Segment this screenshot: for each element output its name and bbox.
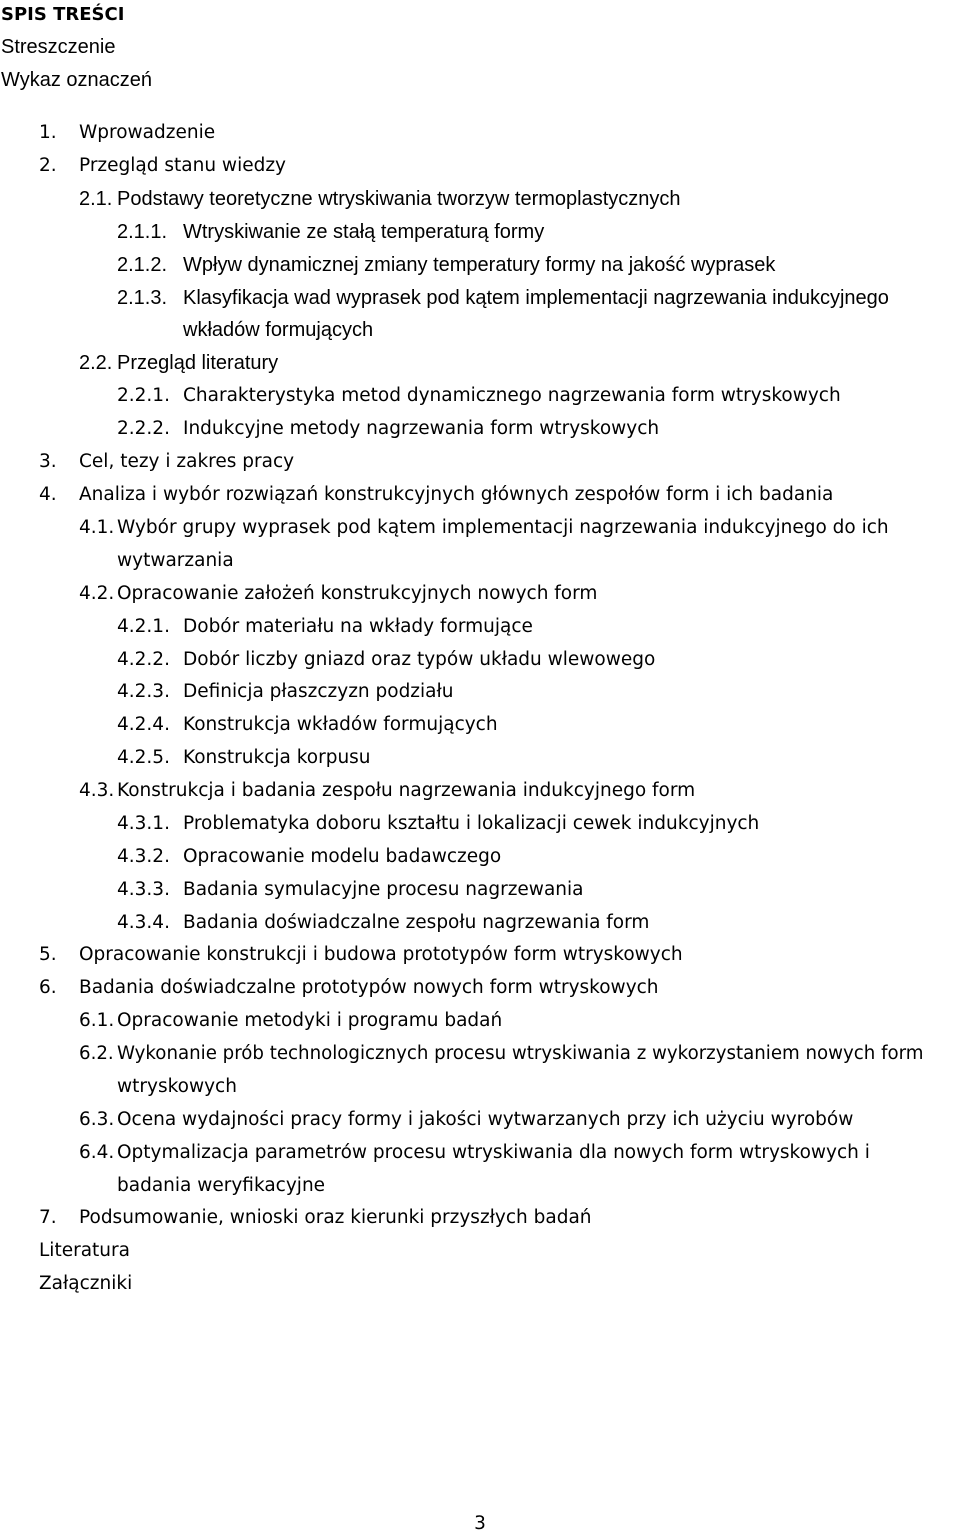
toc-entry-text: wtryskowych [117,1076,237,1097]
toc-entry-number: 3. [39,451,57,472]
toc-entry [0,349,960,377]
toc-entry-text: Dobór materiału na wkłady formujące [183,616,533,637]
toc-entry [0,678,960,706]
toc-entry [0,284,960,312]
toc-entry [0,810,960,838]
toc-entry-text: Problematyka doboru kształtu i lokalizacji cewek indukcyjnych [183,813,760,834]
toc-entry-text: Definicja płaszczyzn podziału [183,681,454,702]
toc-entry-number: 4.2.2. [117,649,170,670]
toc-entry-number: 4.2.4. [117,714,170,735]
toc-entry-number: 4. [39,484,57,505]
toc-entry [0,152,960,180]
toc-entry-text: Konstrukcja korpusu [183,747,371,768]
toc-entry-text: Przegląd stanu wiedzy [79,155,286,176]
toc-entry [0,382,960,410]
toc-entry-text: Opracowanie konstrukcji i budowa prototypów form wtryskowych [79,944,683,965]
toc-entry-text: Opracowanie założeń konstrukcyjnych nowych form [117,583,598,604]
toc-entry-number: 4.3.1. [117,813,170,834]
toc-entry-number: 2.2.2. [117,418,170,439]
toc-entry-number: 4.3.2. [117,846,170,867]
toc-entry-continuation [0,1172,960,1200]
toc-entry-number: 4.2.5. [117,747,170,768]
toc-entry [0,251,960,279]
toc-entry-number: 2.1.3. [117,287,168,309]
toc-entry-number: 6.1. [79,1010,115,1031]
toc-entry-number: 5. [39,944,57,965]
toc-entry-text: Konstrukcja i badania zespołu nagrzewania indukcyjnego form [117,780,696,801]
toc-entry [0,218,960,246]
toc-entry-number: 4.2.3. [117,681,170,702]
front-matter-symbols: Wykaz oznaczeń [1,69,152,91]
toc-entry-text: Cel, tezy i zakres pracy [79,451,295,472]
toc-entry [0,1007,960,1035]
toc-entry-text: Wprowadzenie [79,122,216,143]
toc-title: SPIS TREŚCI [1,4,125,25]
toc-entry-text: Badania doświadczalne zespołu nagrzewania form [183,912,650,933]
toc-entry-continuation [0,547,960,575]
toc-entry-text: Ocena wydajności pracy formy i jakości wytwarzanych przy ich użyciu wyrobów [117,1109,854,1130]
toc-entry [0,974,960,1002]
toc-entry-text: Przegląd literatury [117,352,279,374]
toc-entry-text: Podsumowanie, wnioski oraz kierunki przyszłych badań [79,1207,592,1228]
toc-entry [0,646,960,674]
toc-entry [0,119,960,147]
toc-entry [0,1040,960,1068]
toc-entry [0,941,960,969]
toc-entry [0,415,960,443]
page-number: 3 [474,1513,486,1534]
toc-entry-text: Klasyfikacja wad wyprasek pod kątem implementacji nagrzewania indukcyjnego [183,287,889,309]
toc-entry-number: 4.2.1. [117,616,170,637]
toc-entry-number: 4.1. [79,517,115,538]
toc-entry-continuation [0,316,960,344]
toc-entry-number: 2.2. [79,352,113,374]
toc-entry-number: 6.4. [79,1142,115,1163]
toc-entry-number: 6.3. [79,1109,115,1130]
toc-entry [0,843,960,871]
toc-entry-number: 7. [39,1207,57,1228]
toc-entry-text: Dobór liczby gniazd oraz typów układu wlewowego [183,649,656,670]
toc-entry-text: Wtryskiwanie ze stałą temperaturą formy [183,221,545,243]
toc-entry [0,744,960,772]
toc-entry [0,909,960,937]
toc-entry-text: Podstawy teoretyczne wtryskiwania tworzyw termoplastycznych [117,188,681,210]
toc-entry-text: Analiza i wybór rozwiązań konstrukcyjnych głównych zespołów form i ich badania [79,484,834,505]
toc-entry-number: 6.2. [79,1043,114,1064]
toc-entry-text: Wybór grupy wyprasek pod kątem implementacji nagrzewania indukcyjnego do ich [117,517,889,538]
toc-entry-number: 2.2.1. [117,385,170,406]
toc-entry [0,711,960,739]
toc-entry-text: wytwarzania [117,550,234,571]
toc-entry-number: 2.1.2. [117,254,168,276]
toc-entry [0,1204,960,1232]
toc-entry [0,876,960,904]
toc-entry-text: Indukcyjne metody nagrzewania form wtryskowych [183,418,660,439]
toc-entry-text: badania weryfikacyjne [117,1175,326,1196]
toc-entry [0,448,960,476]
toc-entry [0,613,960,641]
toc-entry [0,514,960,542]
toc-entry [0,481,960,509]
toc-entry-number: 4.3.4. [117,912,170,933]
toc-entry-text: Badania symulacyjne procesu nagrzewania [183,879,584,900]
toc-entry-number: 2. [39,155,57,176]
toc-entry-number: 1. [39,122,57,143]
front-matter-abstract: Streszczenie [1,36,116,58]
toc-entry-text: wkładów formujących [183,319,374,341]
toc-entry-text: Charakterystyka metod dynamicznego nagrzewania form wtryskowych [183,385,841,406]
toc-entry-continuation [0,1073,960,1101]
toc-entry-text: Konstrukcja wkładów formujących [183,714,498,735]
toc-entry-number: 4.3.3. [117,879,170,900]
toc-entry-number: 4.3. [79,780,115,801]
toc-entry [0,580,960,608]
toc-entry-text: Opracowanie modelu badawczego [183,846,502,867]
toc-entry-text: Opracowanie metodyki i programu badań [117,1010,503,1031]
toc-entry-number: 2.1.1. [117,221,168,243]
toc-entry [0,777,960,805]
toc-entry-number: 6. [39,977,57,998]
toc-entry-text: Badania doświadczalne prototypów nowych form wtryskowych [79,977,659,998]
toc-entry-number: 4.2. [79,583,115,604]
toc-entry-text: Wpływ dynamicznej zmiany temperatury formy na jakość wyprasek [183,254,776,276]
toc-entry [0,1139,960,1167]
toc-entry-number: 2.1. [79,188,113,210]
end-matter-references: Literatura [39,1240,130,1261]
toc-entry [0,185,960,213]
toc-entry-text: Optymalizacja parametrów procesu wtryskiwania dla nowych form wtryskowych i [117,1142,870,1163]
toc-entry [0,1106,960,1134]
toc-entry-text: Wykonanie prób technologicznych procesu wtryskiwania z wykorzystaniem nowych form [117,1043,924,1064]
end-matter-appendices: Załączniki [39,1273,133,1294]
